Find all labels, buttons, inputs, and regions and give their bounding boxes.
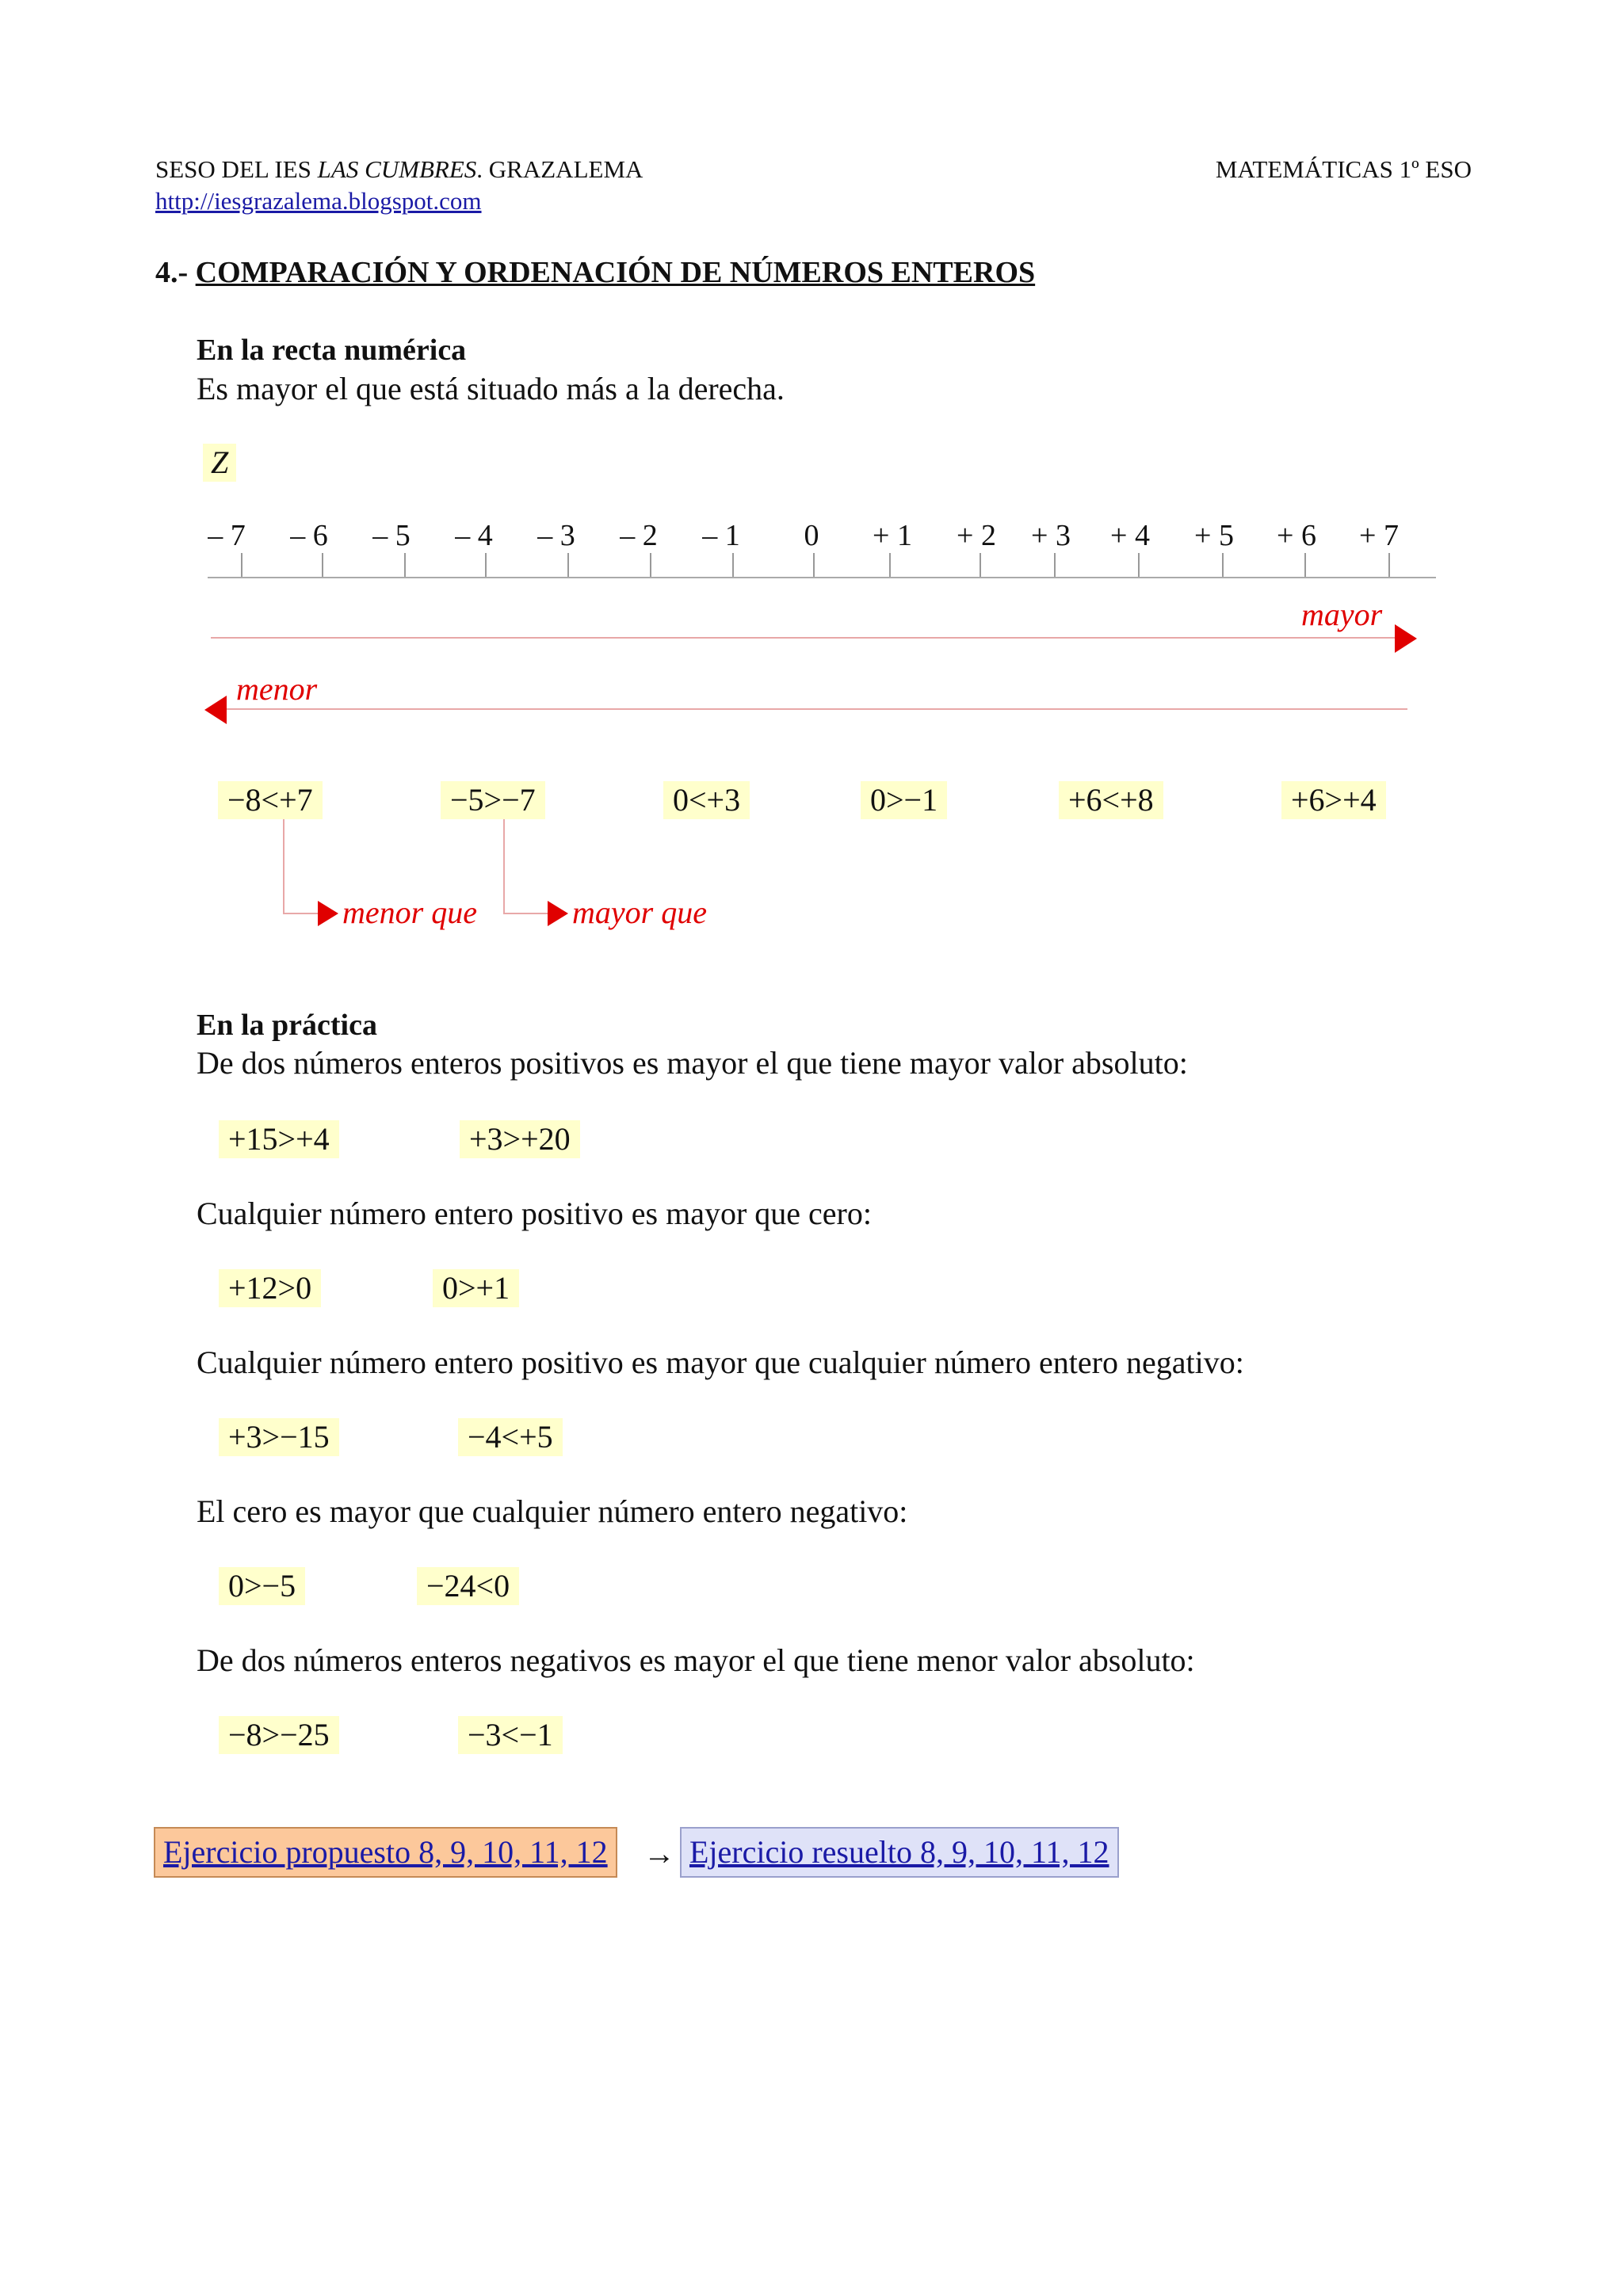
exercise-proposed-link[interactable]: Ejercicio propuesto 8, 9, 10, 11, 12 [154, 1827, 617, 1878]
menor-que-label: menor que [342, 894, 477, 930]
menor-arrow-line [227, 708, 1407, 710]
rule-4-text: El cero es mayor que cualquier número entero negativo: [197, 1493, 908, 1529]
rule-1-text: De dos números enteros positivos es mayor el que tiene mayor valor absoluto: [197, 1045, 1188, 1081]
rule-2-example-1: +12>0 [219, 1269, 321, 1307]
tick-mark [732, 553, 734, 577]
tick-mark [1222, 553, 1224, 577]
mayor-label: mayor [1301, 597, 1383, 632]
tick-mark [1054, 553, 1056, 577]
number-line-description: Es mayor el que está situado más a la derecha. [197, 371, 785, 406]
tick-mark [567, 553, 569, 577]
tick-mark [650, 553, 651, 577]
rule-5-example-1: −8>−25 [219, 1716, 339, 1754]
mayor-arrowhead-icon [1395, 624, 1417, 653]
tick-label: 0 [804, 519, 819, 552]
tick-label: + 2 [957, 519, 996, 552]
header-url-link[interactable]: http://iesgrazalema.blogspot.com [155, 187, 482, 215]
mayor-que-arrowhead-icon [548, 901, 568, 926]
menor-que-arrowhead-icon [318, 901, 338, 926]
rule-3-example-2: −4<+5 [458, 1418, 563, 1456]
practice-subtitle: En la práctica [197, 1009, 377, 1042]
rule-4-example-1: 0>−5 [219, 1567, 305, 1605]
number-line-subtitle: En la recta numérica [197, 334, 467, 367]
tick-label: + 6 [1277, 519, 1316, 552]
rule-5-example-2: −3<−1 [458, 1716, 563, 1754]
header-left [155, 155, 643, 184]
rule-3-example-1: +3>−15 [219, 1418, 339, 1456]
rule-2-text: Cualquier número entero positivo es mayor que cero: [197, 1196, 872, 1231]
mayor-arrow-line [211, 637, 1398, 639]
comparison-2: −5>−7 [441, 781, 545, 819]
menor-label: menor [236, 671, 318, 707]
tick-label: + 4 [1110, 519, 1150, 552]
rule-3-text: Cualquier número entero positivo es mayor que cualquier número entero negativo: [197, 1344, 1244, 1380]
mayor-que-connector-horizontal [503, 913, 548, 914]
tick-label: + 5 [1194, 519, 1234, 552]
comparison-5: +6<+8 [1059, 781, 1163, 819]
menor-arrowhead-icon [204, 696, 227, 724]
header-school: SESO DEL IES [155, 155, 318, 183]
menor-que-connector-horizontal [283, 913, 319, 914]
comparison-4: 0>−1 [861, 781, 947, 819]
header-town: . GRAZALEMA [476, 155, 643, 183]
tick-mark [241, 553, 242, 577]
number-line-axis [208, 577, 1436, 578]
tick-label: – 1 [702, 519, 740, 552]
tick-mark [980, 553, 981, 577]
tick-label: – 2 [620, 519, 658, 552]
rule-4-example-2: −24<0 [417, 1567, 519, 1605]
tick-label: + 7 [1359, 519, 1399, 552]
tick-mark [1304, 553, 1306, 577]
section-title-text: COMPARACIÓN Y ORDENACIÓN DE NÚMEROS ENTEROS [195, 256, 1036, 289]
exercise-solved-link[interactable]: Ejercicio resuelto 8, 9, 10, 11, 12 [680, 1827, 1119, 1878]
menor-que-connector-vertical [283, 819, 285, 914]
rule-5-text: De dos números enteros negativos es mayor el que tiene menor valor absoluto: [197, 1642, 1195, 1678]
tick-mark [485, 553, 487, 577]
rule-1-example-1: +15>+4 [219, 1120, 339, 1158]
arrow-icon: → [643, 1836, 675, 1871]
header-school-italic: LAS CUMBRES [317, 155, 477, 183]
tick-label: – 6 [290, 519, 328, 552]
comparison-1: −8<+7 [218, 781, 323, 819]
tick-mark [322, 553, 323, 577]
tick-label: – 5 [372, 519, 411, 552]
tick-mark [404, 553, 406, 577]
header-right: MATEMÁTICAS 1º ESO [1215, 155, 1472, 183]
mayor-que-connector-vertical [503, 819, 505, 914]
tick-label: + 3 [1031, 519, 1071, 552]
comparison-3: 0<+3 [663, 781, 750, 819]
section-number: 4.- [155, 256, 196, 289]
tick-mark [813, 553, 815, 577]
comparison-6: +6>+4 [1281, 781, 1386, 819]
tick-label: + 1 [873, 519, 912, 552]
set-z-label: Z [203, 444, 236, 482]
tick-label: – 7 [208, 519, 246, 552]
tick-mark [1388, 553, 1390, 577]
tick-mark [889, 553, 891, 577]
rule-2-example-2: 0>+1 [433, 1269, 519, 1307]
tick-label: – 3 [537, 519, 575, 552]
tick-label: – 4 [455, 519, 493, 552]
tick-mark [1138, 553, 1140, 577]
rule-1-example-2: +3>+20 [460, 1120, 580, 1158]
section-title [155, 255, 1035, 290]
mayor-que-label: mayor que [572, 894, 707, 930]
